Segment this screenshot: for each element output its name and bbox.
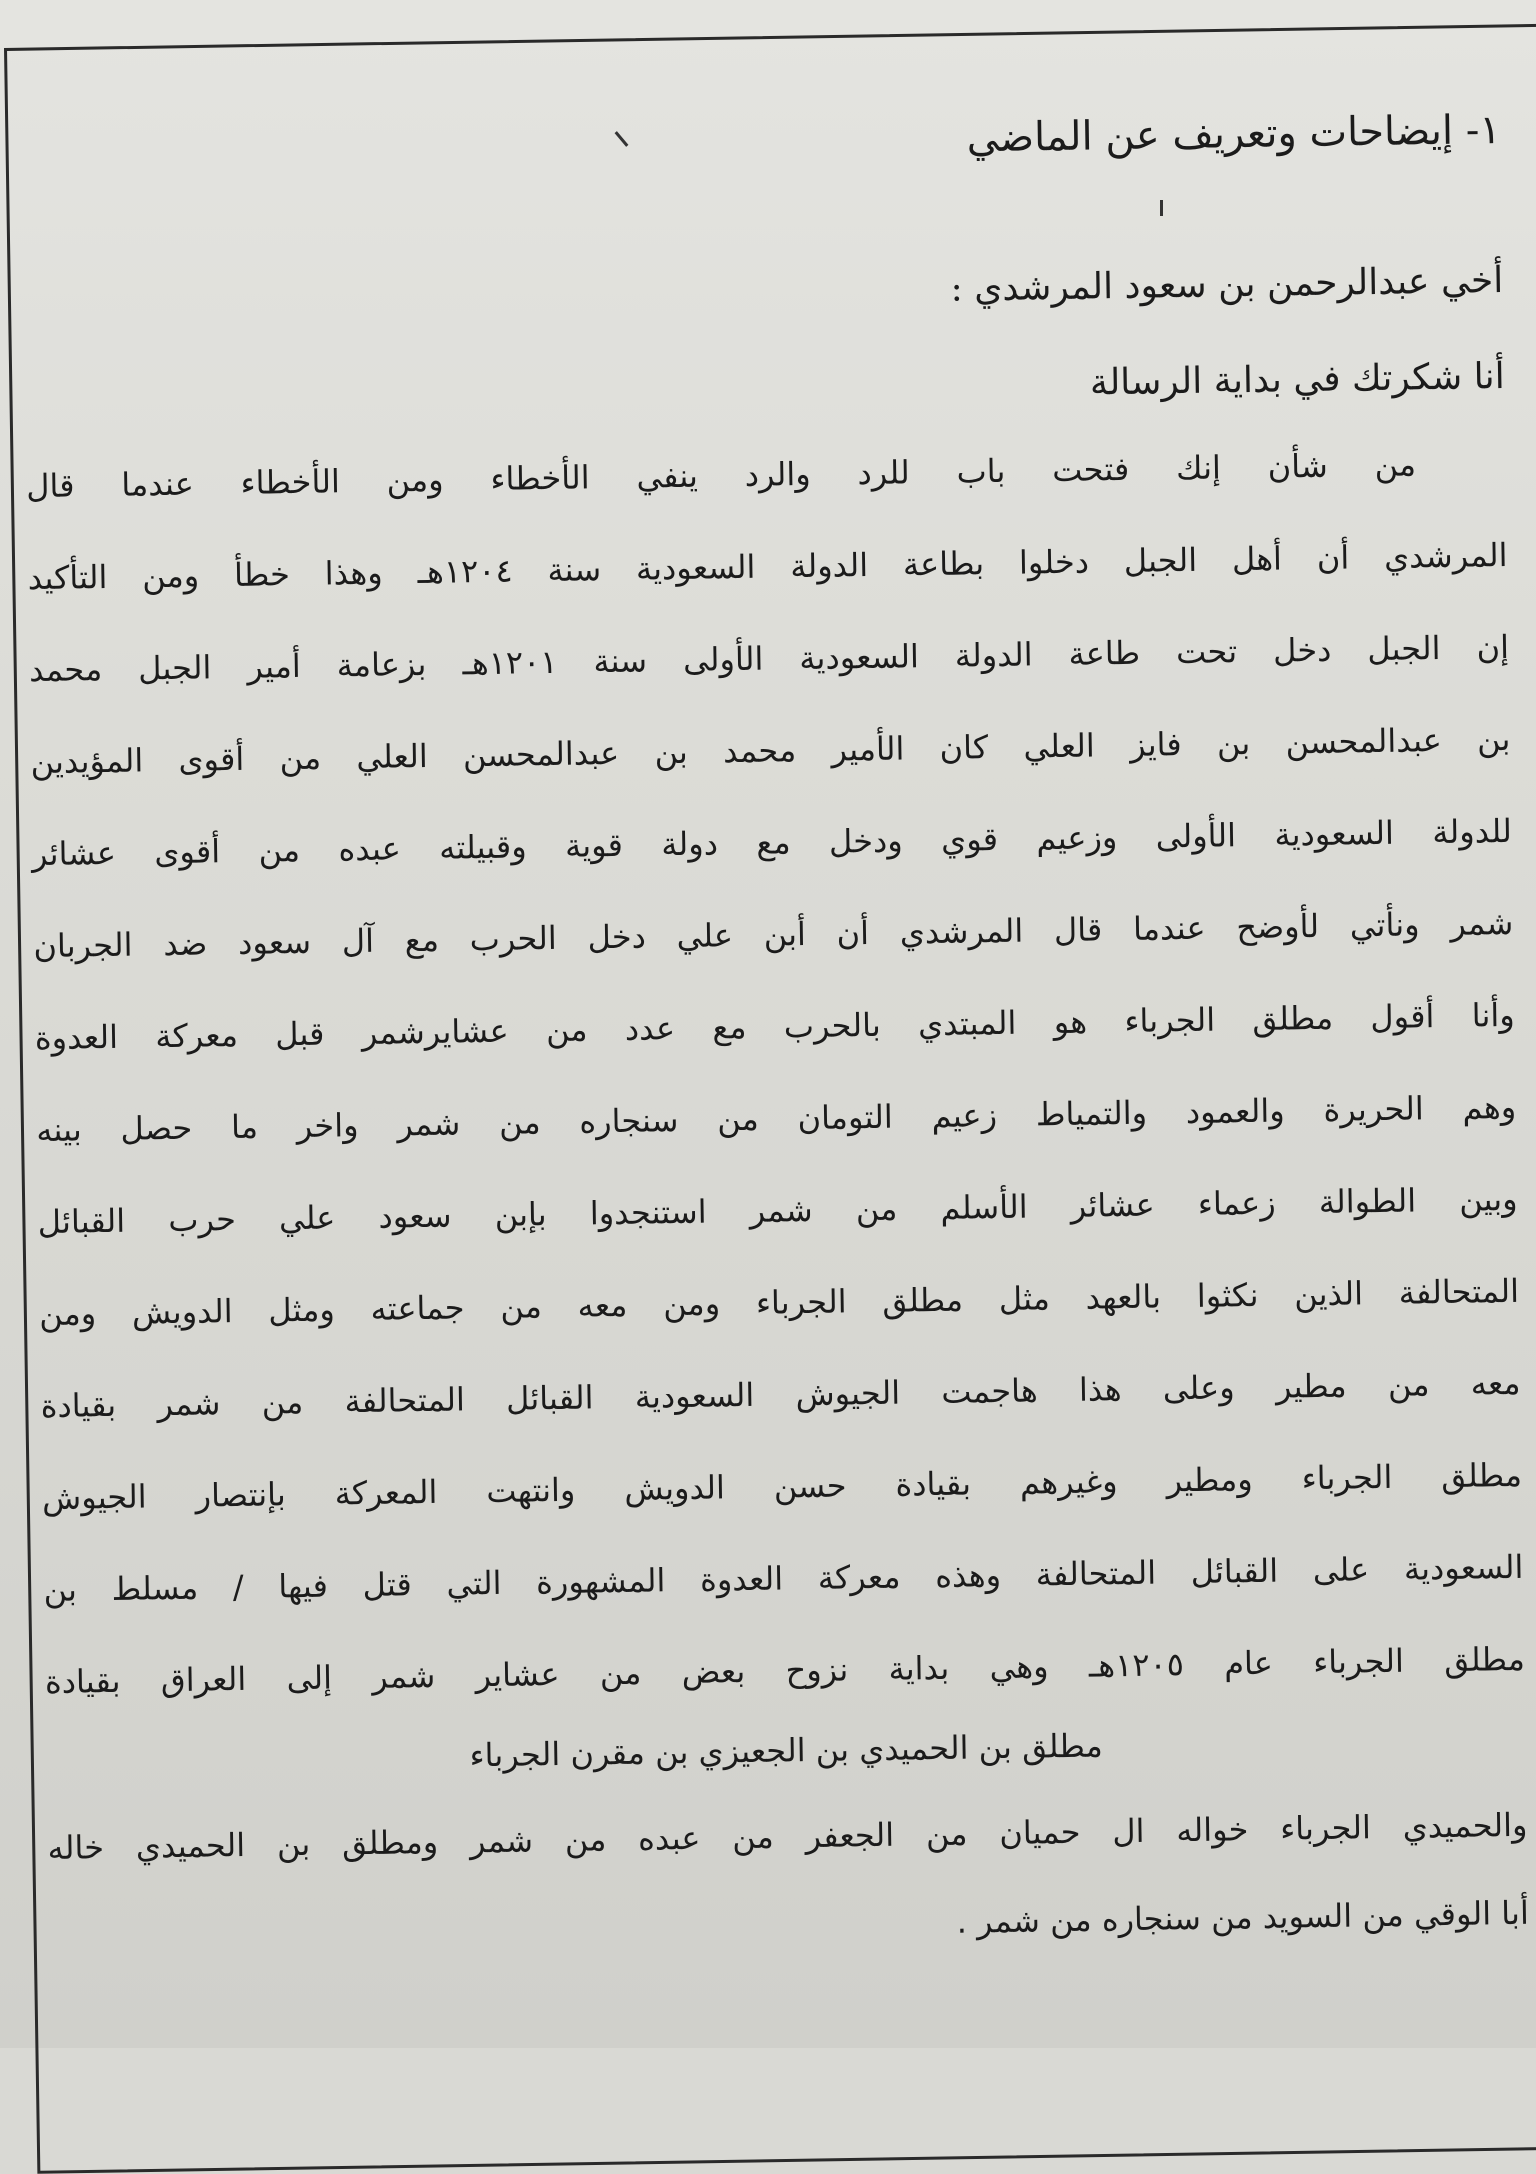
paragraph-line-2: المرشدي أن أهل الجبل دخلوا بطاعة الدولة السعودية سنة ١٢٠٤هـ وهذا خطأ ومن التأكيد (27, 535, 1508, 598)
paragraph-line-6: شمر ونأتي لأوضح عندما قال المرشدي أن أبن علي دخل الحرب مع آل سعود ضد الجربان (33, 903, 1514, 966)
paragraph-line-3: إن الجبل دخل تحت طاعة الدولة السعودية الأولى سنة ١٢٠١هـ بزعامة أمير الجبل محمد (28, 627, 1510, 690)
paragraph-line-8: وهم الحريرة والعمود والتمياط زعيم التومان من سنجاره من شمر واخر ما حصل بينه (36, 1087, 1517, 1150)
paragraph-line-16: والحميدي الجرباء خواله ال حميان من الجعفر من عبده من شمر ومطلق بن الحميدي خاله (47, 1805, 1528, 1868)
paragraph-line-17: أبا الوقي من السويد من سنجاره من شمر . (956, 1893, 1530, 1941)
paragraph-line-7: وأنا أقول مطلق الجرباء هو المبتدي بالحرب مع عدد من عشايرشمر قبل معركة العدوة (34, 995, 1515, 1058)
paragraph-line-14: مطلق الجرباء عام ١٢٠٥هـ وهي بداية نزوح بعض من عشاير شمر إلى العراق بقيادة (44, 1639, 1526, 1702)
paragraph-line-4: بن عبدالمحسن بن فايز العلي كان الأمير محمد بن عبدالمحسن العلي من أقوى المؤيدين (30, 719, 1511, 782)
letter-body (20, 80, 1529, 1983)
paragraph-line-5: للدولة السعودية الأولى وزعيم قوي ودخل مع دولة قوية وقبيلته عبده من أقوى عشائر (31, 811, 1513, 874)
stray-pen-mark (1160, 200, 1163, 216)
paragraph-line-13: السعودية على القبائل المتحالفة وهذه معركة العدوة المشهورة التي قتل فيها / مسلط بن (43, 1547, 1524, 1610)
paragraph-line-9: وبين الطوالة زعماء عشائر الأسلم من شمر استنجدوا بإبن سعود علي حرب القبائل (37, 1179, 1518, 1242)
salutation-line-2: أنا شكرتك في بداية الرسالة (1089, 355, 1505, 404)
page-heading: ١- إيضاحات وتعريف عن الماضي (966, 106, 1502, 162)
salutation (23, 255, 1505, 426)
paragraph-line-1: من شأن إنك فتحت باب للرد والرد ينفي الأخطاء ومن الأخطاء عندما قال (25, 445, 1417, 506)
salutation-line-1: أخي عبدالرحمن بن سعود المرشدي : (950, 259, 1504, 310)
paragraph-line-10: المتحالفة الذين نكثوا بالعهد مثل مطلق الجرباء ومن معه من جماعته ومثل الدويش ومن (38, 1271, 1520, 1334)
paragraph-line-15: مطلق بن الحميدي بن الجعيزي بن مقرن الجرباء (469, 1726, 1104, 1775)
paragraph-line-11: معه من مطير وعلى هذا هاجمت الجيوش السعودية القبائل المتحالفة من شمر بقيادة (40, 1363, 1521, 1426)
paragraph-line-12: مطلق الجرباء ومطير وغيرهم بقيادة حسن الدويش وانتهت المعركة بإنتصار الجيوش (41, 1455, 1523, 1518)
